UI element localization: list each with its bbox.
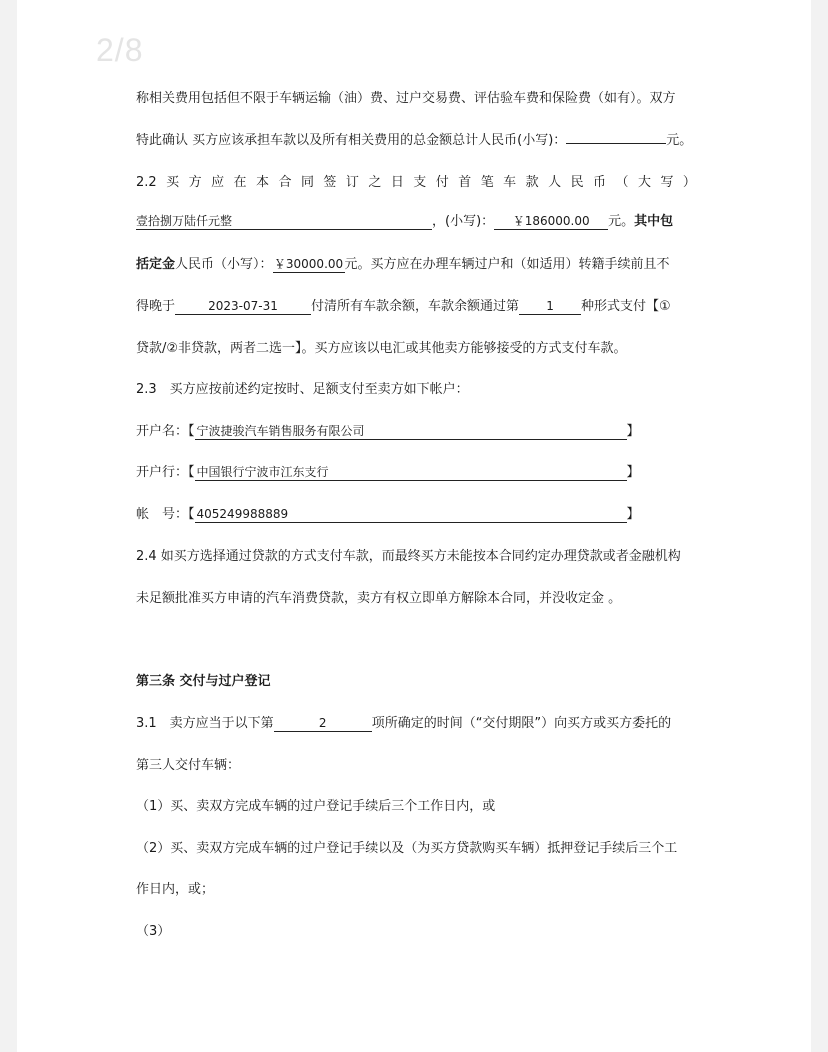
account-number-value: 405249988889 xyxy=(195,506,627,523)
account-name-value: 宁波捷骏汽车销售服务有限公司 xyxy=(195,423,627,440)
clause-2-4-line-2: 未足额批准买方申请的汽车消费贷款，卖方有权立即单方解除本合同，并没收定金 。 xyxy=(136,591,622,606)
account-name-close: 】 xyxy=(626,424,640,439)
delivery-item-field: 2 xyxy=(274,715,372,732)
clause-2-4-line-1: 2.4 如买方选择通过贷款的方式支付车款，而最终买方未能按本合同约定办理贷款或者金融机构 xyxy=(136,549,681,564)
heading-char: 民 xyxy=(570,175,584,190)
delivery-option-2-line-1: （2）买、卖双方完成车辆的过户登记手续以及（为买方贷款购买车辆）抵押登记手续后三个工 xyxy=(136,841,678,856)
heading-char: 款 xyxy=(525,175,539,190)
page-number: 2/8 xyxy=(96,32,144,68)
method-rest: 种形式支付【① xyxy=(581,299,671,314)
delivery-option-1: （1）买、卖双方完成车辆的过户登记手续后三个工作日内，或 xyxy=(136,799,496,814)
deposit-amount-field: ￥30000.00 xyxy=(273,257,344,271)
clause-2-2-deposit-line xyxy=(136,256,696,274)
heading-char: 笔 xyxy=(480,175,494,190)
heading-char: 合 xyxy=(278,175,292,190)
deadline-label: 得晚于 xyxy=(136,299,176,314)
delivery-option-3: （3） xyxy=(136,924,171,939)
heading-char: 在 xyxy=(233,175,247,190)
account-bank-close: 】 xyxy=(626,465,640,480)
deposit-bold-text-2: 括定金 xyxy=(136,257,176,272)
heading-char: 车 xyxy=(503,175,517,190)
paragraph-fees-line: 称相关费用包括但不限于车辆运输（油）费、过户交易费、评估验车费和保险费（如有）。双方 xyxy=(136,91,676,106)
amount-in-words-field: 壹拾捌万陆仟元整 xyxy=(136,213,432,230)
total-label: 特此确认 买方应该承担车款以及所有相关费用的总金额总计人民币(小写)： xyxy=(136,133,567,148)
clause-2-2-last-line: 贷款/②非贷款，两者二选一】。买方应该以电汇或其他卖方能够接受的方式支付车款。 xyxy=(136,341,627,356)
deposit-rest: 元。买方应在办理车辆过户和（如适用）转籍手续前且不 xyxy=(344,257,670,272)
deadline-rest: 付清所有车款余额，车款余额通过第 xyxy=(311,299,520,314)
clause-2-2-deadline-line xyxy=(136,298,696,316)
deposit-bold-text: 其中包 xyxy=(634,214,674,229)
heading-char: 人 xyxy=(548,175,562,190)
heading-char: 2.2 xyxy=(136,175,157,190)
clause-2-2-amount-line xyxy=(136,213,696,231)
account-number-close: 】 xyxy=(626,507,640,522)
clause-2-3-heading: 2.3 买方应按前述约定按时、足额支付至卖方如下帐户： xyxy=(136,382,469,397)
heading-char: 首 xyxy=(458,175,472,190)
clause-2-2-heading xyxy=(136,174,696,192)
account-name-label: 开户名：【 xyxy=(136,424,195,439)
clause-3-1-text-b: 项所确定的时间（“交付期限”）向买方或买方委托的 xyxy=(371,716,672,731)
heading-char: 买 xyxy=(166,175,180,190)
heading-char: 之 xyxy=(368,175,382,190)
heading-char: 应 xyxy=(211,175,225,190)
heading-char: 方 xyxy=(188,175,202,190)
amount-yuan: 元。 xyxy=(608,214,635,229)
heading-char: 支 xyxy=(413,175,427,190)
account-number-row xyxy=(136,506,696,524)
heading-char: （ xyxy=(615,175,629,190)
heading-char: 订 xyxy=(345,175,359,190)
account-bank-row xyxy=(136,464,696,482)
heading-char: 币 xyxy=(593,175,607,190)
account-bank-label: 开户行：【 xyxy=(136,465,195,480)
account-name-row xyxy=(136,423,696,441)
heading-char: 写 xyxy=(660,175,674,190)
heading-char: 本 xyxy=(256,175,270,190)
clause-3-1-line-2: 第三人交付车辆： xyxy=(136,758,241,773)
clause-3-1-text-a: 3.1 卖方应当于以下第 xyxy=(136,716,274,731)
total-yuan: 元。 xyxy=(666,133,693,148)
account-bank-value: 中国银行宁波市江东支行 xyxy=(195,464,627,481)
paragraph-total-line xyxy=(136,132,696,150)
heading-char: 付 xyxy=(435,175,449,190)
deposit-label: 人民币（小写）： xyxy=(175,257,273,272)
heading-char: 签 xyxy=(323,175,337,190)
heading-char: 大 xyxy=(637,175,651,190)
total-amount-field xyxy=(566,143,666,144)
clause-3-1-line-1 xyxy=(136,715,696,733)
amount-number-field: ￥186000.00 xyxy=(494,213,608,230)
payment-method-field: 1 xyxy=(519,298,581,315)
heading-char: ） xyxy=(682,175,696,190)
heading-char: 日 xyxy=(390,175,404,190)
article-3-title: 第三条 交付与过户登记 xyxy=(136,674,271,689)
delivery-option-2-line-2: 作日内，或； xyxy=(136,882,215,897)
heading-char: 同 xyxy=(300,175,314,190)
deadline-date-field: 2023-07-31 xyxy=(175,298,311,315)
account-number-label: 帐 号：【 xyxy=(136,507,195,522)
small-label: ，(小写)： xyxy=(432,214,495,229)
